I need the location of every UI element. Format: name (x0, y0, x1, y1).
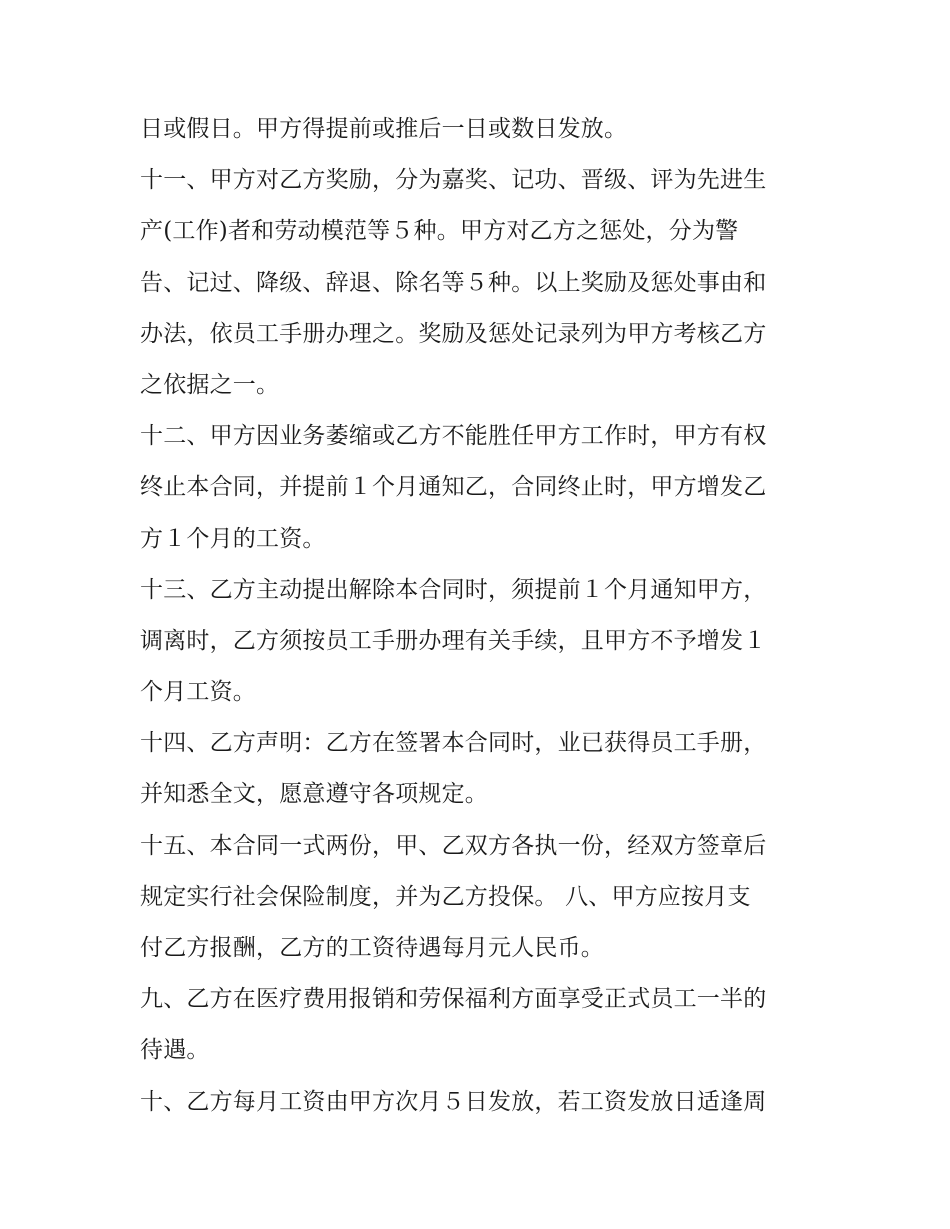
text-line: 终止本合同，并提前１个月通知乙，合同终止时，甲方增发乙 (140, 474, 767, 501)
text-line: 十、乙方每月工资由甲方次月５日发放，若工资发放日适逢周 (140, 1088, 767, 1115)
text-line: 十四、乙方声明：乙方在签署本合同时，业已获得员工手册， (140, 730, 767, 757)
text-line: 办法，依员工手册办理之。奖励及惩处记录列为甲方考核乙方 (140, 320, 767, 347)
text-line: 九、乙方在医疗费用报销和劳保福利方面享受正式员工一半的 (140, 986, 767, 1013)
text-line: 十三、乙方主动提出解除本合同时，须提前１个月通知甲方， (140, 576, 767, 603)
text-line: 十五、本合同一式两份，甲、乙双方各执一份，经双方签章后 (140, 832, 767, 859)
text-line: 个月工资。 (140, 679, 256, 706)
text-line: 之依据之一。 (140, 371, 280, 398)
text-line: 待遇。 (140, 1037, 210, 1064)
text-line: 十一、甲方对乙方奖励，分为嘉奖、记功、晋级、评为先进生 (140, 167, 767, 194)
text-line: 日或假日。甲方得提前或推后一日或数日发放。 (140, 116, 628, 142)
text-line: 并知悉全文，愿意遵守各项规定。 (140, 781, 488, 808)
text-line: 调离时，乙方须按员工手册办理有关手续，且甲方不予增发１ (140, 627, 767, 654)
text-line: 方１个月的工资。 (140, 525, 326, 552)
text-line: 付乙方报酬，乙方的工资待遇每月元人民币。 (140, 935, 604, 961)
document-body (140, 104, 820, 1128)
text-line: 规定实行社会保险制度，并为乙方投保。 八、甲方应按月支 (140, 883, 751, 910)
text-line: 告、记过、降级、辞退、除名等５种。以上奖励及惩处事由和 (140, 269, 767, 296)
text-line: 产(工作)者和劳动模范等５种。甲方对乙方之惩处，分为警 (140, 218, 739, 245)
text-line: 十二、甲方因业务萎缩或乙方不能胜任甲方工作时，甲方有权 (140, 423, 767, 450)
